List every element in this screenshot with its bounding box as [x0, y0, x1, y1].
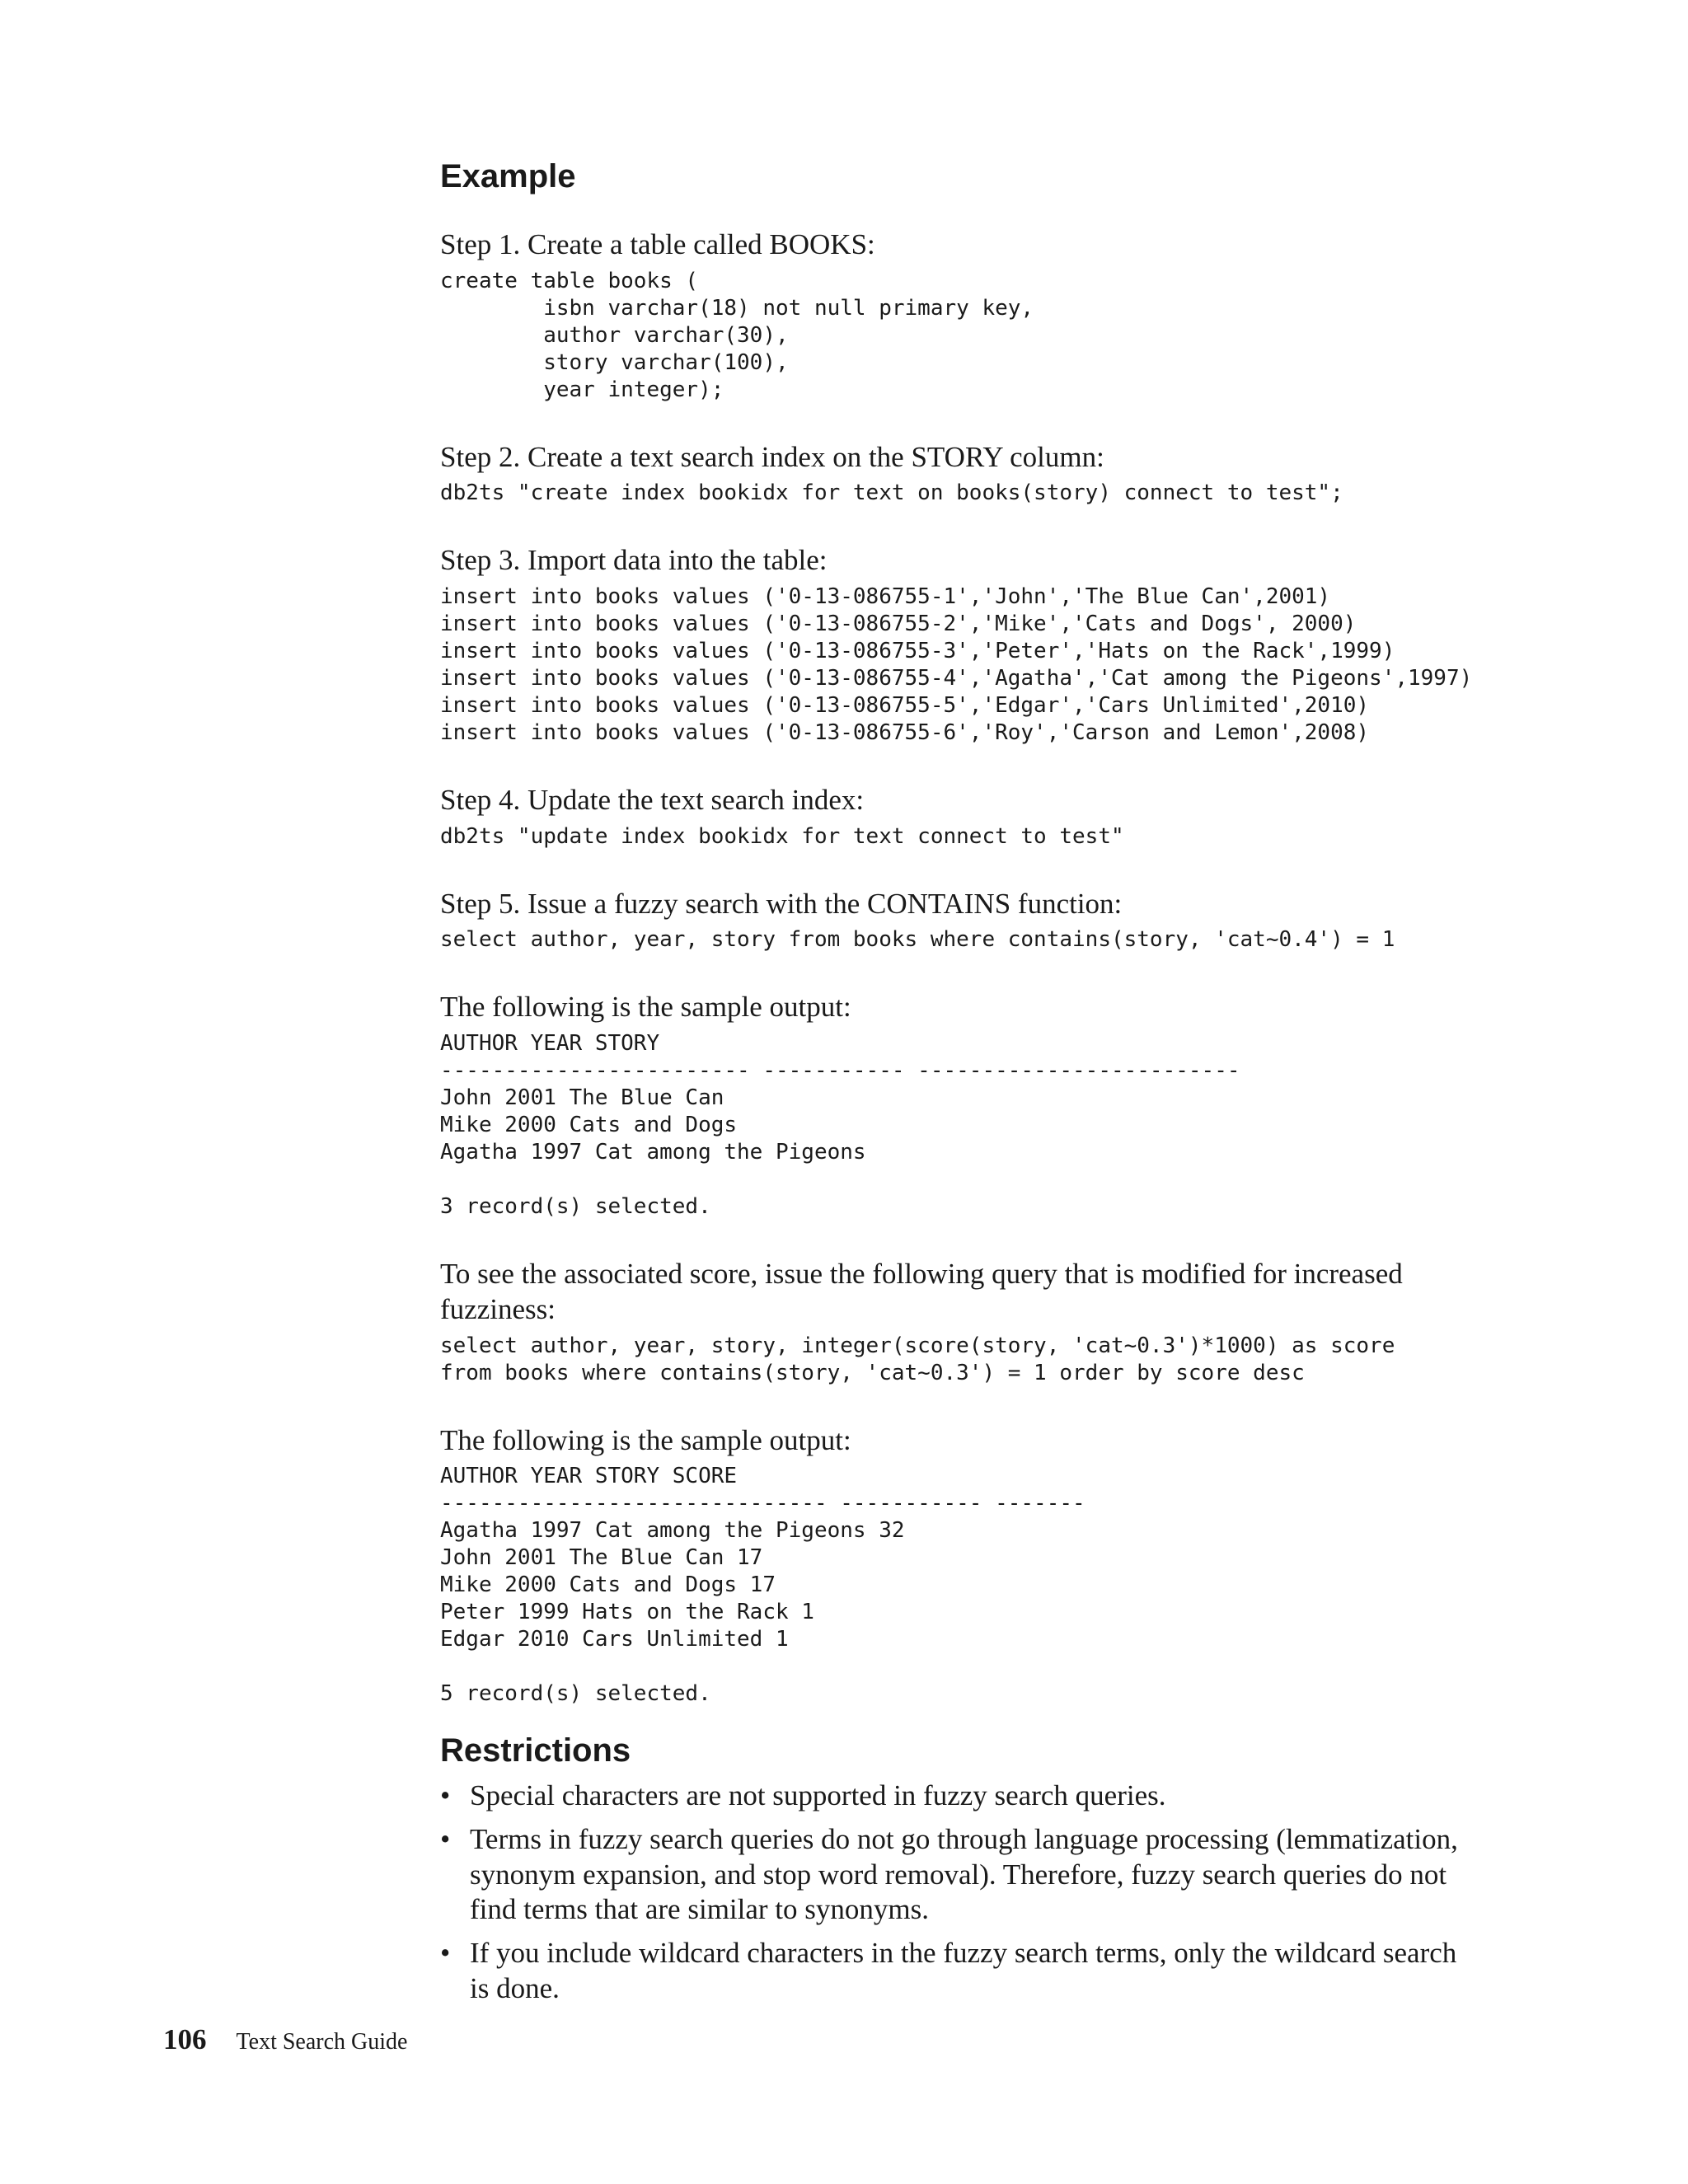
step-1-code: create table books ( isbn varchar(18) not null primary key, author varchar(30), story varchar(100), year integer); — [440, 268, 1034, 402]
sample-output-2 — [440, 1423, 1470, 1708]
sample-output-2-label: The following is the sample output: — [440, 1423, 851, 1456]
step-1-label: Step 1. Create a table called BOOKS: — [440, 228, 875, 260]
bullet-icon: • — [440, 1936, 451, 1969]
restriction-item — [440, 1936, 1470, 2006]
page-number: 106 — [163, 2023, 207, 2055]
page-content — [440, 157, 1473, 2006]
sample-output-1-label: The following is the sample output: — [440, 991, 851, 1024]
sample-output-2-code: AUTHOR YEAR STORY SCORE ------------------------------ ----------- ------- Agatha 1997 Cat among the Pigeons 32 John 2001 The Blue Can 17 Mike 2000 Cats and Dogs 17 Peter 1999 Hats on the Rack 1 Edgar 2010 Cars Unlimited 1 5 record(s) selected. — [440, 1464, 1085, 1707]
step-2 — [440, 440, 1470, 508]
restrictions-heading: Restrictions — [440, 1732, 631, 1769]
restriction-item — [440, 1822, 1470, 1928]
step-3 — [440, 543, 1473, 747]
step-3-label: Step 3. Import data into the table: — [440, 544, 828, 577]
step-4 — [440, 783, 1470, 851]
example-heading: Example — [440, 158, 576, 194]
score-query-code: select author, year, story, integer(score(story, 'cat~0.3')*1000) as score from books where contains(story, 'cat~0.3') = 1 order by score desc — [440, 1333, 1395, 1385]
restriction-text: Special characters are not supported in fuzzy search queries. — [470, 1779, 1166, 1812]
step-1 — [440, 227, 1470, 404]
restrictions-list — [440, 1779, 1470, 2006]
step-4-code: db2ts "update index bookidx for text connect to test" — [440, 823, 1124, 849]
step-5 — [440, 887, 1470, 954]
step-2-label: Step 2. Create a text search index on the STORY column: — [440, 440, 1104, 473]
sample-output-1-code: AUTHOR YEAR STORY ------------------------ ----------- ------------------------- John 2001 The Blue Can Mike 2000 Cats and Dogs Agatha 1997 Cat among the Pigeons 3 record(s) selected. — [440, 1031, 1240, 1220]
step-5-label: Step 5. Issue a fuzzy search with the CONTAINS function: — [440, 887, 1123, 920]
score-query-label: To see the associated score, issue the following query that is modified for increased fuzziness: — [440, 1258, 1403, 1325]
step-5-code: select author, year, story from books where contains(story, 'cat~0.4') = 1 — [440, 927, 1395, 953]
restriction-text: Terms in fuzzy search queries do not go through language processing (lemmatization, synonym expansion, and stop word removal). Therefore, fuzzy search queries do not find terms that are similar to synonyms. — [470, 1822, 1458, 1926]
step-3-code: insert into books values ('0-13-086755-1','John','The Blue Can',2001) insert into books values ('0-13-086755-2','Mike','Cats and Dogs', 2000) insert into books values ('0-13-086755-3','Peter','Hats on the Rack',1999) insert into books values ('0-13-086755-4','Agatha','Cat among the Pigeons',1997) insert into books values ('0-13-086755-5','Edgar','Cars Unlimited',2010) insert into books values ('0-13-086755-6','Roy','Carson and Lemon',2008) — [440, 584, 1473, 746]
sample-output-1 — [440, 990, 1470, 1221]
step-2-code: db2ts "create index bookidx for text on books(story) connect to test"; — [440, 480, 1343, 506]
bullet-icon: • — [440, 1779, 451, 1812]
score-query — [440, 1257, 1470, 1386]
restriction-item — [440, 1779, 1470, 1814]
restriction-text: If you include wildcard characters in the fuzzy search terms, only the wildcard search is done. — [470, 1936, 1457, 2004]
step-4-label: Step 4. Update the text search index: — [440, 784, 865, 817]
bullet-icon: • — [440, 1822, 451, 1855]
footer-book-title: Text Search Guide — [236, 2029, 408, 2055]
page-footer — [163, 2023, 407, 2056]
